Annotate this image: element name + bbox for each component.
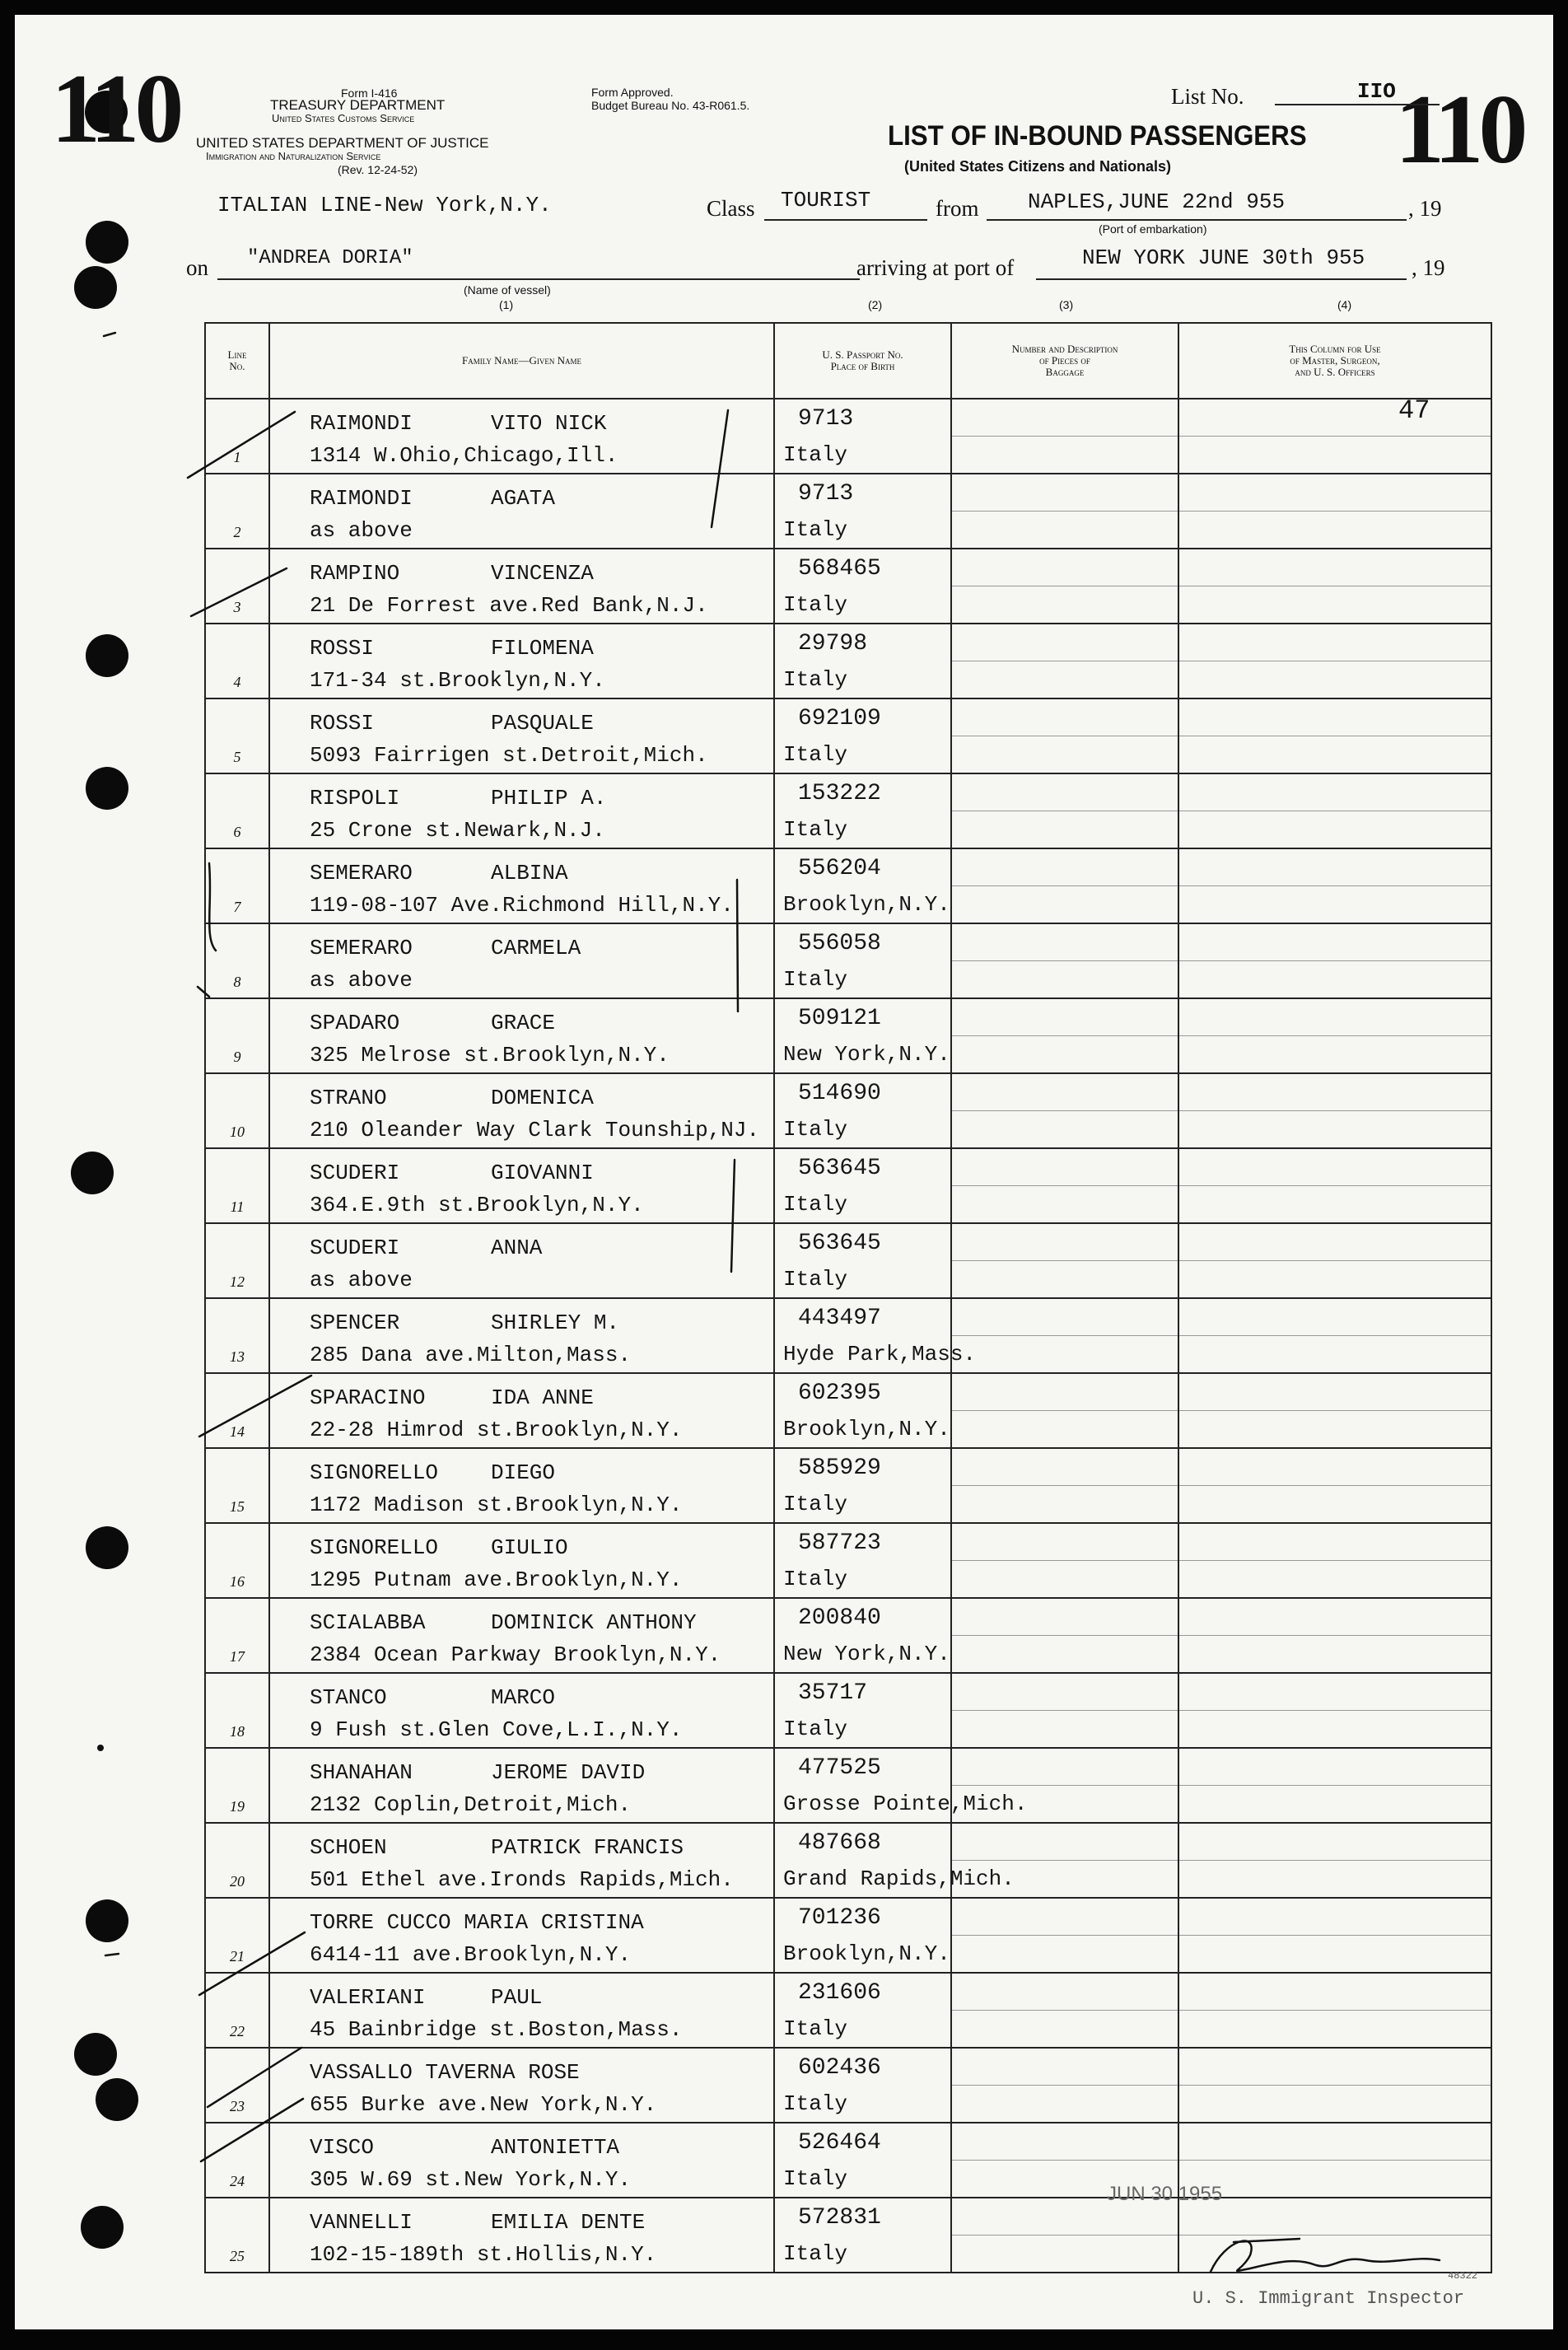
given-name: DOMENICA bbox=[491, 1086, 594, 1110]
line-number: 5 bbox=[233, 749, 241, 765]
form-approved: Form Approved. bbox=[591, 86, 674, 99]
check-mark bbox=[209, 863, 216, 951]
passport-number: 487668 bbox=[798, 1830, 881, 1856]
revision: (Rev. 12-24-52) bbox=[338, 163, 418, 176]
birthplace: Italy bbox=[783, 1567, 848, 1591]
passport-number: 602395 bbox=[798, 1381, 881, 1406]
bracket-mark bbox=[737, 880, 738, 1011]
passport-number: 556204 bbox=[798, 856, 881, 881]
passport-number: 35717 bbox=[798, 1680, 868, 1706]
given-name: PATRICK FRANCIS bbox=[491, 1835, 684, 1860]
check-mark bbox=[198, 987, 209, 997]
address: 5093 Fairrigen st.Detroit,Mich. bbox=[310, 743, 708, 768]
family-name: RAIMONDI bbox=[310, 486, 413, 511]
given-name: MARCO bbox=[491, 1685, 556, 1710]
line-number: 14 bbox=[230, 1423, 245, 1440]
line-number: 12 bbox=[230, 1273, 245, 1290]
given-name: VINCENZA bbox=[491, 561, 594, 586]
class-value: TOURIST bbox=[781, 188, 871, 213]
address: as above bbox=[310, 518, 413, 543]
address: 305 W.69 st.New York,N.Y. bbox=[310, 2167, 632, 2192]
passport-number: 443497 bbox=[798, 1306, 881, 1331]
given-name: ANTONIETTA bbox=[491, 2135, 620, 2160]
family-name: SPENCER bbox=[310, 1310, 400, 1335]
col-num-1: (1) bbox=[499, 298, 514, 311]
given-name: ANNA bbox=[491, 1236, 543, 1260]
given-name: IDA ANNE bbox=[491, 1385, 594, 1410]
given-name: CARMELA bbox=[491, 936, 581, 960]
passport-number: 563645 bbox=[798, 1156, 881, 1181]
line-number: 23 bbox=[230, 2098, 245, 2114]
birthplace: Hyde Park,Mass. bbox=[783, 1342, 977, 1367]
family-name: VALERIANI bbox=[310, 1985, 426, 2010]
given-name: PHILIP A. bbox=[491, 786, 607, 811]
birthplace: Italy bbox=[783, 1192, 848, 1217]
given-name: GRACE bbox=[491, 1011, 556, 1035]
check-mark bbox=[199, 1376, 311, 1437]
form-number: Form I-416 bbox=[341, 86, 398, 100]
line-number: 6 bbox=[233, 824, 241, 840]
col-num-2: (2) bbox=[868, 298, 883, 311]
arriving-year: , 19 bbox=[1412, 255, 1445, 280]
line-number: 22 bbox=[230, 2023, 245, 2039]
family-name: VASSALLO TAVERNA ROSE bbox=[310, 2060, 580, 2085]
address: 501 Ethel ave.Ironds Rapids,Mich. bbox=[310, 1867, 734, 1892]
passport-number: 153222 bbox=[798, 781, 881, 806]
from-value: NAPLES,JUNE 22nd 955 bbox=[1028, 189, 1286, 214]
given-name: DOMINICK ANTHONY bbox=[491, 1610, 697, 1635]
arriving-label: arriving at port of bbox=[856, 255, 1015, 280]
birthplace: Brooklyn,N.Y. bbox=[783, 892, 950, 917]
address: as above bbox=[310, 968, 413, 993]
given-name: FILOMENA bbox=[491, 636, 594, 661]
address: 1314 W.Ohio,Chicago,Ill. bbox=[310, 443, 618, 468]
list-no-value: IIO bbox=[1357, 79, 1396, 104]
list-title: LIST OF IN-BOUND PASSENGERS bbox=[888, 120, 1307, 152]
family-name: SCUDERI bbox=[310, 1236, 400, 1260]
line-number: 1 bbox=[233, 449, 241, 465]
passport-number: 9713 bbox=[798, 406, 854, 432]
family-name: ROSSI bbox=[310, 711, 375, 736]
col-baggage: Number and Description of Pieces of Baggage bbox=[951, 323, 1178, 399]
address: 364.E.9th st.Brooklyn,N.Y. bbox=[310, 1193, 644, 1217]
company: ITALIAN LINE-New York,N.Y. bbox=[217, 193, 552, 217]
line-number: 21 bbox=[230, 1948, 245, 1965]
line-number: 8 bbox=[233, 974, 241, 990]
officer-count: 47 bbox=[1398, 395, 1430, 426]
from-year: , 19 bbox=[1408, 196, 1442, 221]
birthplace: Grosse Pointe,Mich. bbox=[783, 1792, 1028, 1816]
given-name: SHIRLEY M. bbox=[491, 1310, 620, 1335]
class-label: Class bbox=[707, 196, 755, 221]
port-embarkation-caption: (Port of embarkation) bbox=[1099, 222, 1207, 236]
line-number: 16 bbox=[230, 1573, 245, 1590]
passport-number: 231606 bbox=[798, 1980, 881, 2006]
stamped-list-number-left: 110 bbox=[51, 54, 180, 163]
given-name: GIOVANNI bbox=[491, 1161, 594, 1185]
line-number: 17 bbox=[230, 1648, 245, 1665]
family-name: SIGNORELLO bbox=[310, 1535, 439, 1560]
line-number: 4 bbox=[233, 674, 241, 690]
address: 22-28 Himrod st.Brooklyn,N.Y. bbox=[310, 1418, 683, 1442]
handwritten-marks bbox=[15, 15, 1553, 2329]
service: United States Customs Service bbox=[272, 112, 415, 124]
family-name: SCUDERI bbox=[310, 1161, 400, 1185]
signature bbox=[1211, 2241, 1440, 2272]
passport-number: 509121 bbox=[798, 1006, 881, 1031]
given-name: ALBINA bbox=[491, 861, 568, 885]
family-name: SEMERARO bbox=[310, 936, 413, 960]
from-label: from bbox=[936, 196, 979, 221]
address: 21 De Forrest ave.Red Bank,N.J. bbox=[310, 593, 708, 618]
check-mark bbox=[208, 2048, 301, 2107]
address: 2132 Coplin,Detroit,Mich. bbox=[310, 1792, 632, 1817]
line-number: 3 bbox=[233, 599, 241, 615]
family-name: SEMERARO bbox=[310, 861, 413, 885]
department-justice: UNITED STATES DEPARTMENT OF JUSTICE bbox=[196, 135, 489, 151]
line-number: 25 bbox=[230, 2248, 245, 2264]
address: 1172 Madison st.Brooklyn,N.Y. bbox=[310, 1493, 683, 1517]
passport-number: 692109 bbox=[798, 706, 881, 731]
col-line-no: Line No. bbox=[205, 323, 269, 399]
family-name: ROSSI bbox=[310, 636, 375, 661]
address: 9 Fush st.Glen Cove,L.I.,N.Y. bbox=[310, 1717, 683, 1742]
given-name: AGATA bbox=[491, 486, 556, 511]
vessel-name: "ANDREA DORIA" bbox=[247, 247, 413, 269]
birthplace: Italy bbox=[783, 742, 848, 767]
passport-number: 701236 bbox=[798, 1905, 881, 1931]
passport-number: 9713 bbox=[798, 481, 854, 507]
on-label: on bbox=[186, 255, 208, 280]
birthplace: Italy bbox=[783, 1117, 848, 1142]
birthplace: Italy bbox=[783, 2091, 848, 2116]
passport-number: 556058 bbox=[798, 931, 881, 956]
line-number: 20 bbox=[230, 1873, 245, 1890]
birthplace: New York,N.Y. bbox=[783, 1642, 950, 1666]
col-num-4: (4) bbox=[1337, 298, 1352, 311]
stamped-list-number-right: 110 bbox=[1395, 74, 1524, 184]
family-name: RISPOLI bbox=[310, 786, 400, 811]
service-2: Immigration and Naturalization Service bbox=[206, 150, 381, 162]
family-name: SCIALABBA bbox=[310, 1610, 426, 1635]
line-number: 15 bbox=[230, 1498, 245, 1515]
passport-number: 514690 bbox=[798, 1081, 881, 1106]
address: 171-34 st.Brooklyn,N.Y. bbox=[310, 668, 605, 693]
birthplace: New York,N.Y. bbox=[783, 1042, 950, 1067]
passport-number: 585929 bbox=[798, 1455, 881, 1481]
address: 6414-11 ave.Brooklyn,N.Y. bbox=[310, 1942, 632, 1967]
family-name: STANCO bbox=[310, 1685, 387, 1710]
family-name: SCHOEN bbox=[310, 1835, 387, 1860]
address: 1295 Putnam ave.Brooklyn,N.Y. bbox=[310, 1567, 683, 1592]
inspector-number: 48322 bbox=[1448, 2270, 1478, 2282]
family-name: VISCO bbox=[310, 2135, 375, 2160]
passport-number: 526464 bbox=[798, 2130, 881, 2156]
birthplace: Italy bbox=[783, 2016, 848, 2041]
line-number: 7 bbox=[233, 899, 241, 915]
birthplace: Italy bbox=[783, 442, 848, 467]
given-name: VITO NICK bbox=[491, 411, 607, 436]
family-name: SHANAHAN bbox=[310, 1760, 413, 1785]
bracket-mark bbox=[731, 1160, 735, 1272]
given-name: DIEGO bbox=[491, 1460, 556, 1485]
budget-bureau: Budget Bureau No. 43-R061.5. bbox=[591, 99, 750, 112]
check-mark bbox=[188, 412, 295, 478]
col-num-3: (3) bbox=[1059, 298, 1074, 311]
birthplace: Italy bbox=[783, 2166, 848, 2191]
birthplace: Italy bbox=[783, 1267, 848, 1292]
address: 45 Bainbridge st.Boston,Mass. bbox=[310, 2017, 683, 2042]
arriving-value: NEW YORK JUNE 30th 955 bbox=[1082, 245, 1365, 270]
birthplace: Italy bbox=[783, 667, 848, 692]
tick-mark bbox=[104, 333, 115, 336]
address: 25 Crone st.Newark,N.J. bbox=[310, 818, 605, 843]
family-name: TORRE CUCCO MARIA CRISTINA bbox=[310, 1910, 644, 1935]
col-officers: This Column for Use of Master, Surgeon, and U. S. Officers bbox=[1178, 323, 1491, 399]
address: 325 Melrose st.Brooklyn,N.Y. bbox=[310, 1043, 670, 1068]
address: 210 Oleander Way Clark Tounship,NJ. bbox=[310, 1118, 760, 1142]
bracket-mark bbox=[712, 410, 728, 527]
check-mark bbox=[199, 1932, 305, 1995]
given-name: PASQUALE bbox=[491, 711, 594, 736]
line-number: 9 bbox=[233, 1049, 241, 1065]
birthplace: Italy bbox=[783, 1492, 848, 1516]
address: 285 Dana ave.Milton,Mass. bbox=[310, 1343, 632, 1367]
passport-number: 572831 bbox=[798, 2205, 881, 2231]
family-name: VANNELLI bbox=[310, 2210, 413, 2235]
inspector-label: U. S. Immigrant Inspector bbox=[1192, 2288, 1465, 2309]
birthplace: Italy bbox=[783, 592, 848, 617]
tick-mark bbox=[105, 1954, 119, 1955]
birthplace: Italy bbox=[783, 2241, 848, 2266]
line-number: 18 bbox=[230, 1723, 245, 1740]
family-name: STRANO bbox=[310, 1086, 387, 1110]
date-stamp: JUN 30 1955 bbox=[1107, 2183, 1223, 2205]
line-number: 10 bbox=[230, 1124, 245, 1140]
list-no-label: List No. bbox=[1171, 84, 1244, 109]
birthplace: Italy bbox=[783, 517, 848, 542]
passport-number: 568465 bbox=[798, 556, 881, 582]
passport-number: 587723 bbox=[798, 1530, 881, 1556]
birthplace: Italy bbox=[783, 1717, 848, 1741]
given-name: GIULIO bbox=[491, 1535, 568, 1560]
line-number: 11 bbox=[230, 1198, 245, 1215]
passport-number: 602436 bbox=[798, 2055, 881, 2081]
address: 102-15-189th st.Hollis,N.Y. bbox=[310, 2242, 657, 2267]
birthplace: Italy bbox=[783, 817, 848, 842]
family-name: SPARACINO bbox=[310, 1385, 426, 1410]
birthplace: Brooklyn,N.Y. bbox=[783, 1941, 950, 1966]
passport-number: 477525 bbox=[798, 1755, 881, 1781]
line-number: 13 bbox=[230, 1348, 245, 1365]
vessel-caption: (Name of vessel) bbox=[464, 283, 551, 297]
line-number: 24 bbox=[230, 2173, 245, 2189]
address: 2384 Ocean Parkway Brooklyn,N.Y. bbox=[310, 1642, 721, 1667]
birthplace: Brooklyn,N.Y. bbox=[783, 1417, 950, 1441]
family-name: RAIMONDI bbox=[310, 411, 413, 436]
birthplace: Italy bbox=[783, 967, 848, 992]
birthplace: Grand Rapids,Mich. bbox=[783, 1866, 1015, 1891]
department: TREASURY DEPARTMENT bbox=[270, 97, 446, 113]
family-name: SPADARO bbox=[310, 1011, 400, 1035]
given-name: PAUL bbox=[491, 1985, 543, 2010]
address: as above bbox=[310, 1268, 413, 1292]
given-name: EMILIA DENTE bbox=[491, 2210, 646, 2235]
check-mark bbox=[201, 2099, 303, 2161]
col-passport: U. S. Passport No. Place of Birth bbox=[774, 323, 951, 399]
family-name: RAMPINO bbox=[310, 561, 400, 586]
check-mark bbox=[191, 568, 287, 616]
passport-number: 563645 bbox=[798, 1231, 881, 1256]
list-subtitle: (United States Citizens and Nationals) bbox=[904, 158, 1172, 175]
line-number: 19 bbox=[230, 1798, 245, 1815]
manifest-page bbox=[15, 15, 1553, 2329]
address: 119-08-107 Ave.Richmond Hill,N.Y. bbox=[310, 893, 734, 918]
line-number: 2 bbox=[233, 524, 241, 540]
passport-number: 29798 bbox=[798, 631, 868, 656]
passport-number: 200840 bbox=[798, 1605, 881, 1631]
family-name: SIGNORELLO bbox=[310, 1460, 439, 1485]
given-name: JEROME DAVID bbox=[491, 1760, 646, 1785]
address: 655 Burke ave.New York,N.Y. bbox=[310, 2092, 657, 2117]
col-name: Family Name—Given Name bbox=[269, 323, 774, 399]
